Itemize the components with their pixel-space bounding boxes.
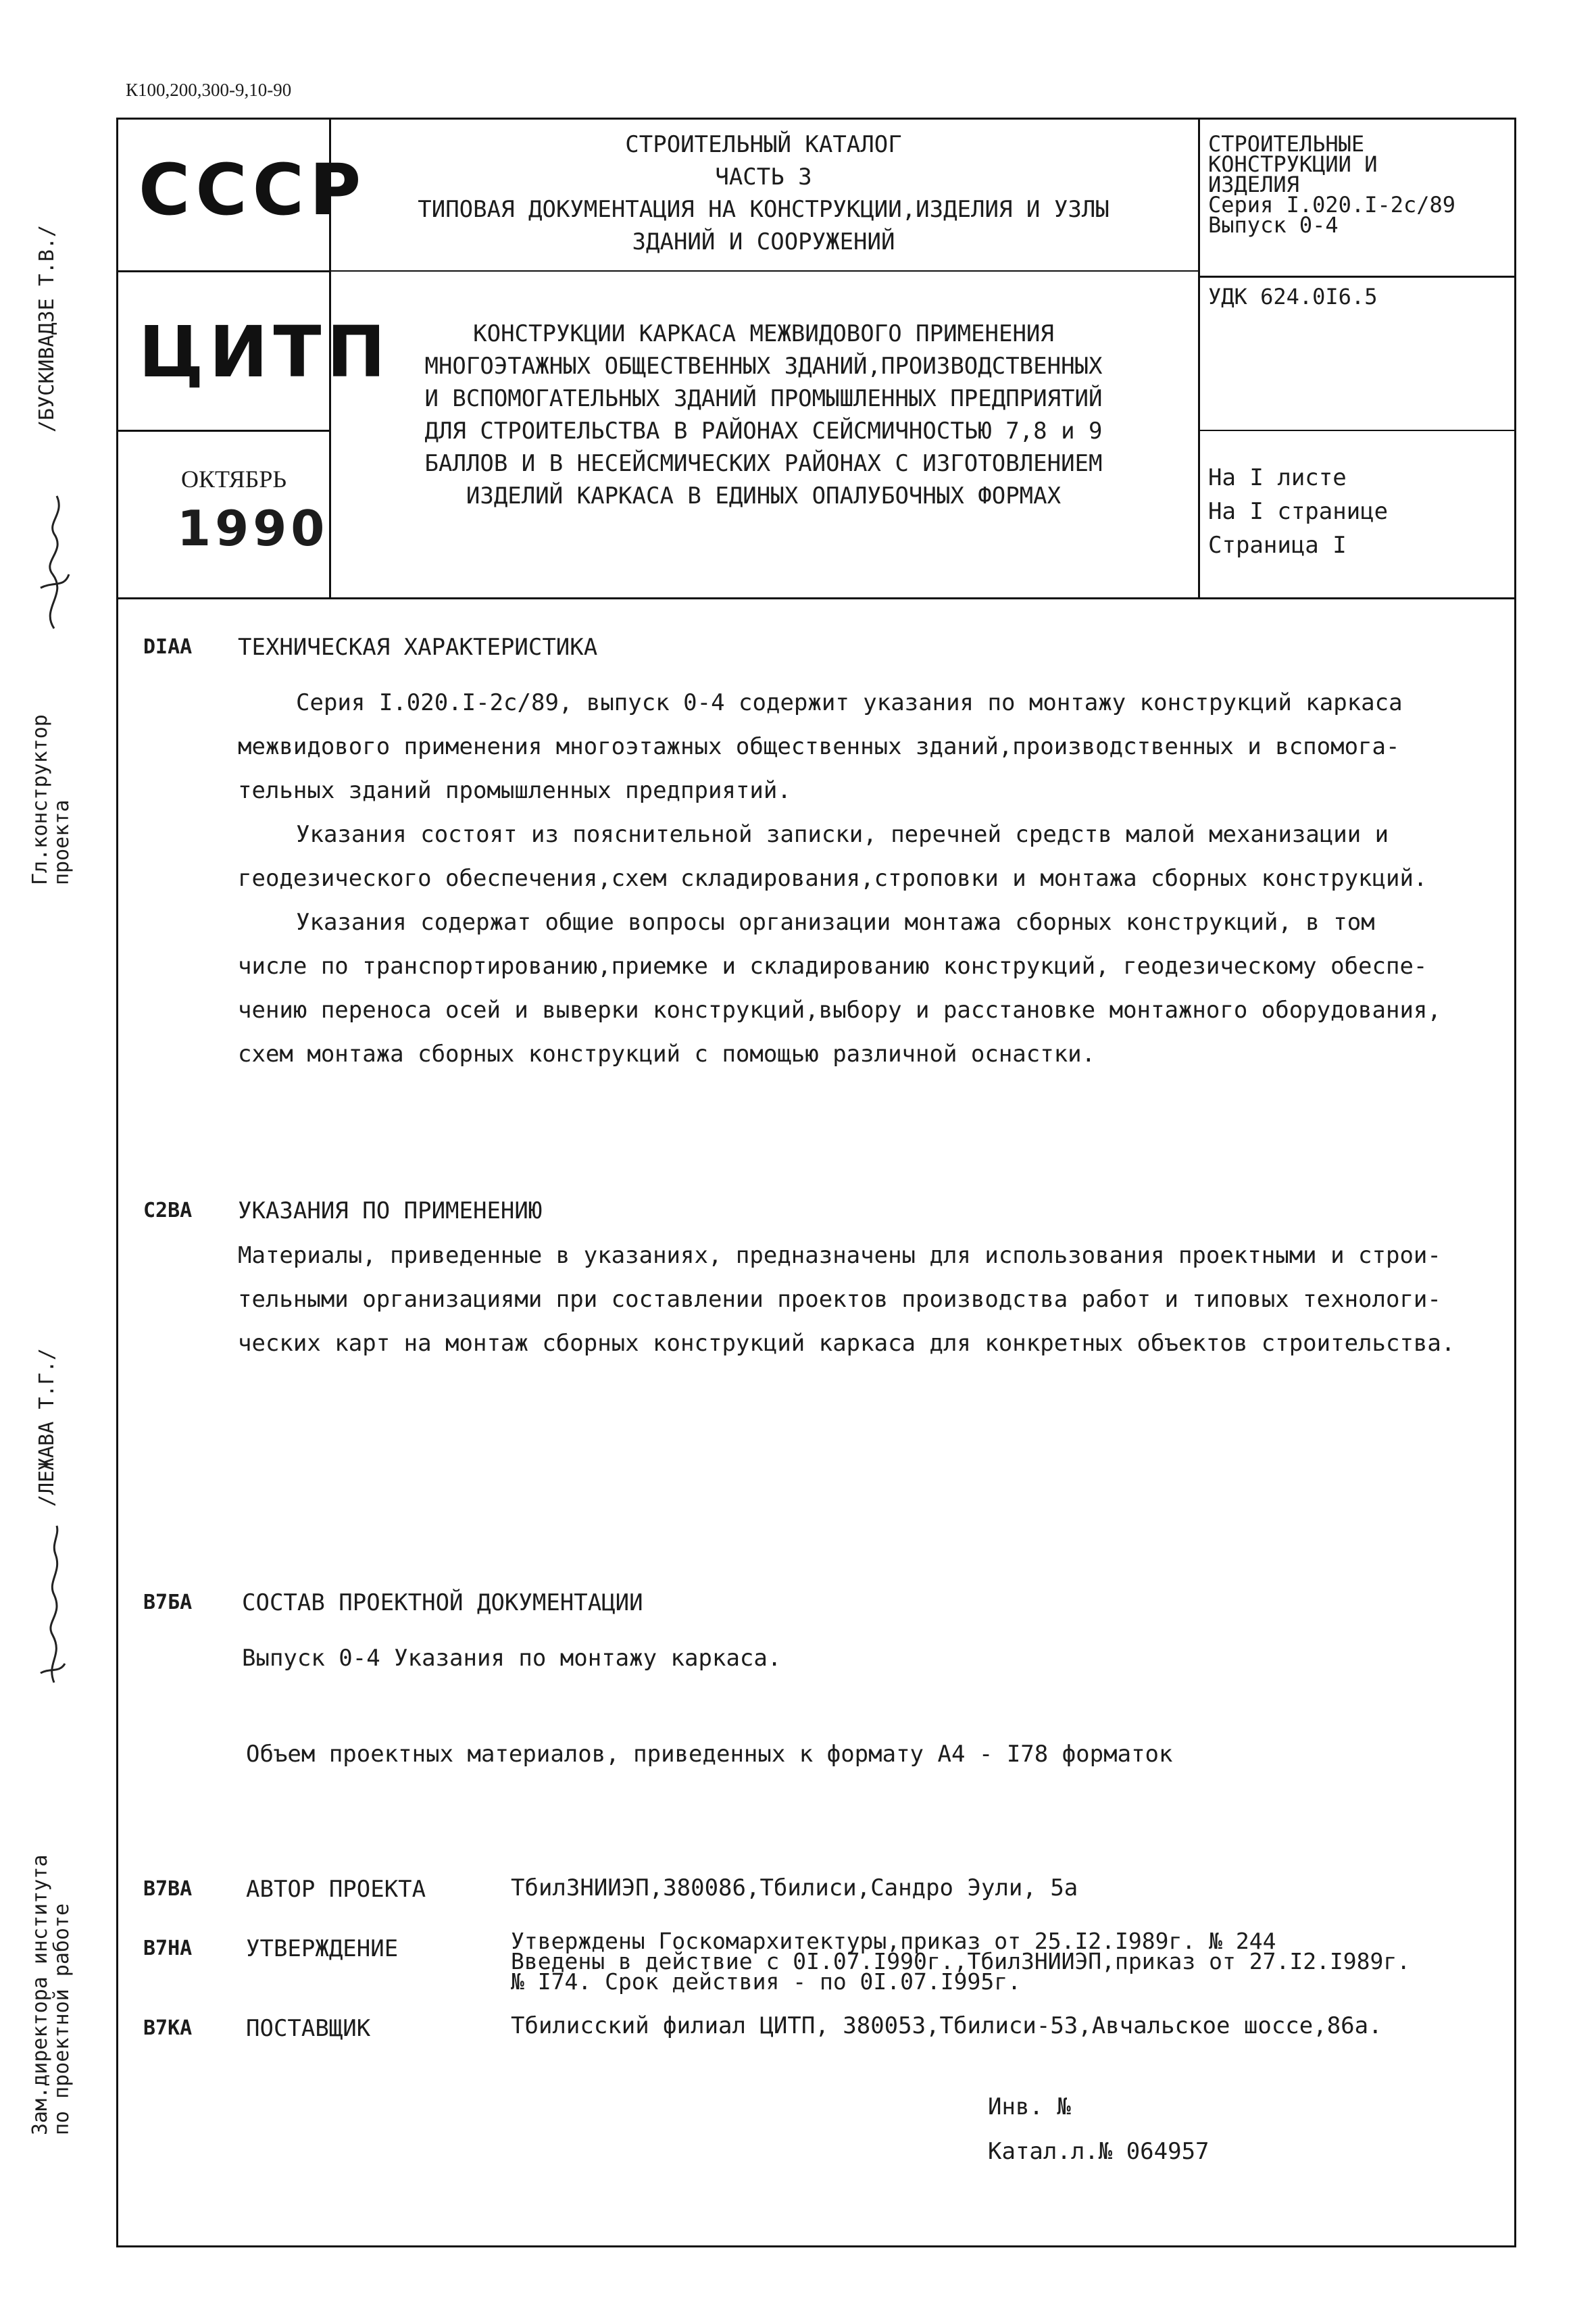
header-row-divider-left bbox=[116, 270, 331, 272]
title-line: МНОГОЭТАЖНЫХ ОБЩЕСТВЕННЫХ ЗДАНИЙ,ПРОИЗВОДСТВЕННЫХ bbox=[424, 353, 1103, 380]
section-body-usage bbox=[238, 1234, 1508, 1366]
signature-1 bbox=[27, 487, 81, 635]
catalog-line: ТИПОВАЯ ДОКУМЕНТАЦИЯ НА КОНСТРУКЦИИ,ИЗДЕЛИЯ И УЗЛЫ bbox=[418, 196, 1109, 223]
series-line: СТРОИТЕЛЬНЫЕ bbox=[1208, 131, 1365, 157]
pages-line: На I странице bbox=[1208, 498, 1389, 525]
title-line: ДЛЯ СТРОИТЕЛЬСТВА В РАЙОНАХ СЕЙСМИЧНОСТЬЮ 7,8 и 9 bbox=[424, 418, 1103, 445]
approval-line: Введены в действие с 0I.07.I990г.,ТбилЗНИИЭП,приказ от 27.I2.I989г. bbox=[511, 1948, 1411, 1974]
document-title bbox=[338, 318, 1189, 512]
composition-issue-line: Выпуск 0-4 Указания по монтажу каркаса. bbox=[242, 1645, 782, 1672]
section-title-usage: УКАЗАНИЯ ПО ПРИМЕНЕНИЮ bbox=[238, 1197, 543, 1224]
series-line: ИЗДЕЛИЯ bbox=[1208, 172, 1299, 197]
text-line: геодезического обеспечения,схем складирования,строповки и монтажа сборных конструкций. bbox=[238, 865, 1428, 892]
section-code-supplier: B7KA bbox=[143, 2016, 193, 2040]
supplier-label: ПОСТАВЩИК bbox=[246, 2015, 371, 2042]
pages-line: Страница I bbox=[1208, 532, 1347, 559]
catalog-line: ЗДАНИЙ И СООРУЖЕНИЙ bbox=[632, 228, 895, 255]
margin-line: проекта bbox=[50, 799, 74, 885]
series-line: Выпуск 0-4 bbox=[1208, 212, 1339, 238]
text-line: числе по транспортированию,приемке и складированию конструкций, геодезическому обеспе- bbox=[238, 953, 1428, 980]
org-sssr: СССР bbox=[139, 149, 367, 231]
catalog-line: ЧАСТЬ 3 bbox=[715, 164, 812, 191]
text-line: Указания содержат общие вопросы организации монтажа сборных конструкций, в том bbox=[296, 909, 1375, 936]
section-code-usage: C2BA bbox=[143, 1199, 193, 1222]
section-code-author: B7BA bbox=[143, 1877, 193, 1901]
series-line: Серия I.020.I-2с/89 bbox=[1208, 192, 1456, 218]
section-body-tech bbox=[238, 681, 1508, 1076]
approval-value bbox=[511, 1928, 1411, 1995]
approval-line: Утверждены Госкомархитектуры,приказ от 25.I2.I989г. № 244 bbox=[511, 1928, 1276, 1954]
text-line: Серия I.020.I-2с/89, выпуск 0-4 содержит указания по монтажу конструкций каркаса bbox=[296, 689, 1403, 716]
udk-code: УДК 624.0I6.5 bbox=[1208, 284, 1378, 309]
approval-line: № I74. Срок действия - по 0I.07.I995г. bbox=[511, 1968, 1021, 1995]
header-row-divider-right bbox=[1198, 276, 1516, 278]
section-title-composition: СОСТАВ ПРОЕКТНОЙ ДОКУМЕНТАЦИИ bbox=[242, 1589, 643, 1616]
issue-month: ОКТЯБРЬ bbox=[181, 466, 287, 493]
header-bottom-line bbox=[116, 597, 1516, 599]
header-row-divider-right2 bbox=[1198, 430, 1516, 431]
issue-year: 1990 bbox=[177, 500, 329, 557]
section-code-approval: B7HA bbox=[143, 1937, 193, 1960]
series-line: КОНСТРУКЦИИ И bbox=[1208, 151, 1378, 177]
series-block bbox=[1208, 131, 1456, 238]
catalog-block bbox=[338, 128, 1189, 258]
catalog-code: К100,200,300-9,10-90 bbox=[126, 80, 292, 100]
signature-2 bbox=[26, 1520, 80, 1689]
header-divider-right bbox=[1198, 118, 1200, 599]
header-row-divider-center bbox=[329, 270, 1199, 272]
text-line: Указания состоят из пояснительной записки, перечней средств малой механизации и bbox=[296, 821, 1389, 848]
title-line: И ВСПОМОГАТЕЛЬНЫХ ЗДАНИЙ ПРОМЫШЛЕННЫХ ПРЕДПРИЯТИЙ bbox=[424, 385, 1103, 412]
text-line: Материалы, приведенные в указаниях, предназначены для использования проектными и строи- bbox=[238, 1242, 1441, 1269]
catalog-line: СТРОИТЕЛЬНЫЙ КАТАЛОГ bbox=[625, 131, 902, 158]
composition-volume-line: Объем проектных материалов, приведенных к формату А4 - I78 форматок bbox=[246, 1741, 1173, 1768]
title-line: КОНСТРУКЦИИ КАРКАСА МЕЖВИДОВОГО ПРИМЕНЕНИЯ bbox=[473, 320, 1054, 347]
text-line: чению переноса осей и выверки конструкций,выбору и расстановке монтажного оборудования, bbox=[238, 997, 1441, 1024]
catalog-sheet-number: Катал.л.№ 064957 bbox=[988, 2138, 1210, 2165]
margin-line: Зам.директора института bbox=[28, 1854, 52, 2135]
author-value: ТбилЗНИИЭП,380086,Тбилиси,Сандро Эули, 5а bbox=[511, 1874, 1078, 1901]
title-line: ИЗДЕЛИЙ КАРКАСА В ЕДИНЫХ ОПАЛУБОЧНЫХ ФОРМАХ bbox=[466, 482, 1062, 509]
author-label: АВТОР ПРОЕКТА bbox=[246, 1876, 426, 1903]
page-count-block bbox=[1208, 461, 1388, 562]
org-citp: ЦИТП bbox=[139, 311, 391, 393]
section-code-composition: B7БA bbox=[143, 1591, 193, 1614]
pages-line: На I листе bbox=[1208, 464, 1347, 491]
section-code-tech: DIAA bbox=[143, 635, 193, 659]
margin-label-chief-designer bbox=[30, 714, 73, 885]
margin-name-buskivadze: /БУСКИВАДЗЕ Т.В./ bbox=[35, 224, 59, 432]
margin-line: Гл.конструктор bbox=[28, 714, 52, 885]
margin-label-deputy-director bbox=[30, 1855, 73, 2135]
margin-name-lezhava: /ЛЕЖАВА Т.Г./ bbox=[35, 1348, 59, 1507]
margin-line: по проектной работе bbox=[50, 1903, 74, 2135]
text-line: схем монтажа сборных конструкций с помощью различной оснастки. bbox=[238, 1041, 1096, 1068]
header-row-divider-left2 bbox=[116, 430, 331, 432]
section-title-tech: ТЕХНИЧЕСКАЯ ХАРАКТЕРИСТИКА bbox=[238, 634, 598, 661]
inventory-number: Инв. № bbox=[988, 2093, 1071, 2120]
text-line: ческих карт на монтаж сборных конструкций каркаса для конкретных объектов строительства. bbox=[238, 1330, 1455, 1357]
text-line: тельными организациями при составлении проектов производства работ и типовых технологи- bbox=[238, 1286, 1441, 1313]
text-line: межвидового применения многоэтажных общественных зданий,производственных и вспомога- bbox=[238, 733, 1400, 760]
supplier-value: Тбилисский филиал ЦИТП, 380053,Тбилиси-53,Авчальское шоссе,86а. bbox=[511, 2012, 1382, 2039]
approval-label: УТВЕРЖДЕНИЕ bbox=[246, 1935, 399, 1962]
text-line: тельных зданий промышленных предприятий. bbox=[238, 777, 791, 804]
title-line: БАЛЛОВ И В НЕСЕЙСМИЧЕСКИХ РАЙОНАХ С ИЗГОТОВЛЕНИЕМ bbox=[424, 450, 1103, 477]
